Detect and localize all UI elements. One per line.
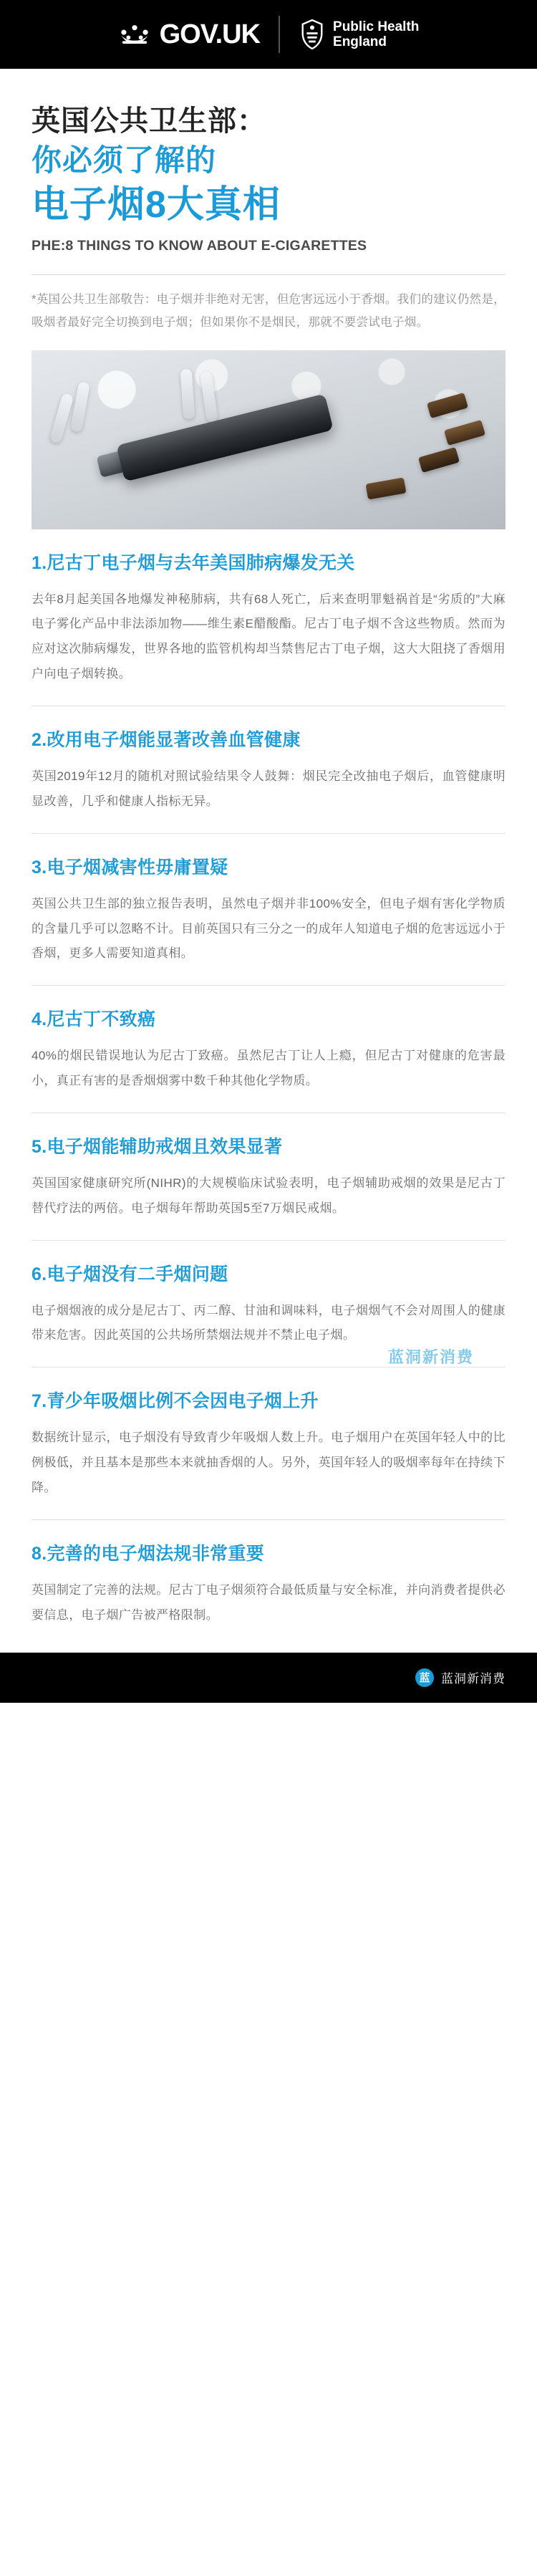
section-body: 英国公共卫生部的独立报告表明，虽然电子烟并非100%安全，但电子烟有害化学物质的含量几乎可以忽略不计。目前英国只有三分之一的成年人知道电子烟的危害远远小于香烟，更多人需要知道真相。 (32, 896, 505, 961)
section-divider (32, 1367, 505, 1368)
phe-line-1: Public Health (333, 19, 420, 34)
article-section (32, 706, 505, 834)
title-english: PHE:8 THINGS TO KNOW ABOUT E-CIGARETTES (32, 238, 367, 254)
govuk-logo (118, 21, 260, 48)
crown-icon (118, 24, 151, 45)
article-section (32, 1368, 505, 1520)
lede-paragraph: *英国公共卫生部敬告：电子烟并非绝对无害，但危害远远小于香烟。我们的建议仍然是，吸烟者最好完全切换到电子烟；但如果你不是烟民，那就不要尝试电子烟。 (32, 293, 505, 330)
section-heading: 4.尼古丁不致癌 (32, 1009, 156, 1030)
hero-image (32, 350, 505, 529)
phe-crest-icon (299, 19, 326, 50)
section-body: 电子烟烟液的成分是尼古丁、丙二醇、甘油和调味料，电子烟烟气不会对周围人的健康带来危害。因此英国的公共场所禁烟法规并不禁止电子烟。 (32, 1303, 505, 1342)
section-heading: 3.电子烟减害性毋庸置疑 (32, 857, 228, 878)
phe-logo (299, 19, 419, 50)
govuk-wordmark: GOV.UK (159, 19, 261, 49)
title-line-1: 英国公共卫生部： (32, 105, 266, 137)
section-body: 40%的烟民错误地认为尼古丁致癌。虽然尼古丁让人上瘾，但尼古丁对健康的危害最小，真正有害的是香烟烟雾中数千种其他化学物质。 (32, 1049, 505, 1088)
article-body (0, 69, 537, 1628)
section-body: 数据统计显示，电子烟没有导致青少年吸烟人数上升。电子烟用户在英国年轻人中的比例极低，并且基本是那些本来就抽香烟的人。另外，英国年轻人的吸烟率每年在持续下降。 (32, 1431, 505, 1494)
watermark: 蓝洞新消费 (387, 1348, 474, 1367)
section-body: 英国国家健康研究所(NIHR)的大规模临床试验表明，电子烟辅助戒烟的效果是尼古丁替代疗法的两倍。电子烟每年帮助英国5至7万烟民戒烟。 (32, 1176, 505, 1215)
footer-brand-label: 蓝洞新消费 (441, 1672, 505, 1686)
article-section (32, 834, 505, 986)
phe-line-2: England (333, 34, 387, 49)
section-body: 英国2019年12月的随机对照试验结果令人鼓舞：烟民完全改抽电子烟后，血管健康明显改善，几乎和健康人指标无异。 (32, 769, 505, 808)
article-section (32, 1241, 505, 1368)
section-body: 英国制定了完善的法规。尼古丁电子烟须符合最低质量与安全标准，并向消费者提供必要信息，电子烟广告被严格限制。 (32, 1582, 505, 1622)
section-heading: 7.青少年吸烟比例不会因电子烟上升 (32, 1391, 319, 1412)
section-heading: 1.尼古丁电子烟与去年美国肺病爆发无关 (32, 552, 355, 573)
section-heading: 6.电子烟没有二手烟问题 (32, 1264, 228, 1284)
header-divider (279, 16, 280, 53)
section-heading: 2.改用电子烟能显著改善血管健康 (32, 730, 301, 750)
section-heading: 5.电子烟能辅助戒烟且效果显著 (32, 1136, 283, 1157)
brand-logo-icon: 蓝 (415, 1668, 434, 1687)
article-section (32, 529, 505, 706)
section-heading: 8.完善的电子烟法规非常重要 (32, 1543, 265, 1564)
title-line-2: 你必须了解的 (32, 143, 217, 177)
page-title (32, 69, 505, 261)
article-section (32, 986, 505, 1113)
site-footer (0, 1653, 537, 1703)
title-divider (32, 274, 505, 275)
site-header (0, 0, 537, 69)
phe-wordmark (333, 19, 419, 50)
title-line-3: 电子烟8大真相 (32, 183, 281, 226)
section-body: 去年8月起美国各地爆发神秘肺病，共有68人死亡，后来查明罪魁祸首是“劣质的”大麻电子雾化产品中非法添加物——维生素E醋酸酯。尼古丁电子烟不含这些物质。然而为应对这次肺病爆发，世界各地的监管机构却当禁售尼古丁电子烟，这大大阻挠了香烟用户向电子烟转换。 (32, 592, 505, 681)
article-section (32, 1113, 505, 1241)
article-section (32, 1520, 505, 1628)
